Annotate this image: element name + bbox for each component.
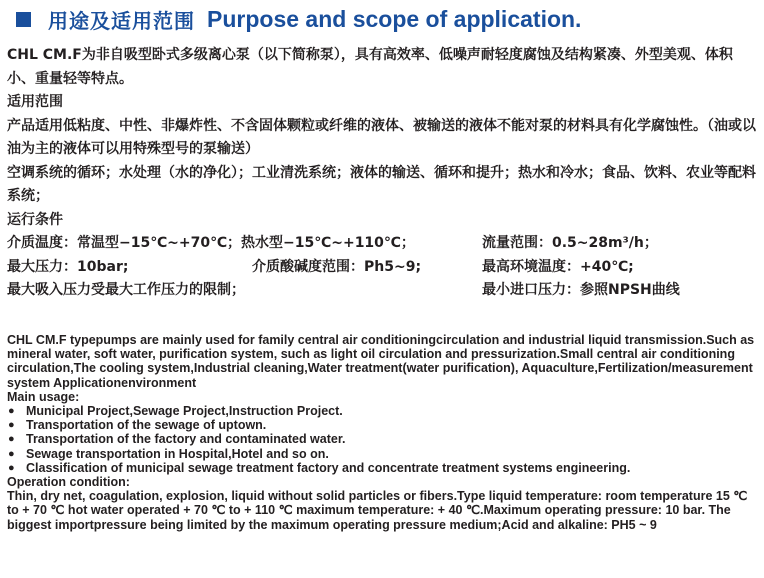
- cn-max-pressure: 最大压力：10bar;: [7, 258, 129, 275]
- cn-condition-row-1: [7, 232, 757, 256]
- cn-applications: 空调系统的循环；水处理（水的净化）；工业清洗系统；液体的输送、循环和提升；热水和冷水；食品、饮料、农业等配料系统；: [7, 164, 756, 204]
- cn-scope-text: 产品适用低粘度、中性、非爆炸性、不含固体颗粒或纤维的液体、被输送的液体不能对泵的材料具有化学腐蚀性。（油或以油为主的液体可以用特殊型号的泵输送）: [7, 117, 756, 157]
- list-item-text: Transportation of the sewage of uptown.: [26, 418, 267, 433]
- list-item: [7, 461, 759, 475]
- list-item-text: Sewage transportation in Hospital,Hotel and so on.: [26, 446, 329, 461]
- en-intro: CHL CM.F typepumps are mainly used for family central air conditioningcirculation and industrial liquid transmission.Such as mineral water, soft water, purification system, such as light oil circulation and pressurization.Small central air conditioning circulation,The cooling system,Industrial cleaning,Water treatment(water purification), Aquaculture,Fertilization/measurement system Applicationenvironment: [7, 333, 755, 390]
- cn-ph-range: 介质酸碱度范围：Ph5~9;: [252, 258, 422, 275]
- cn-condition-row-3: [7, 279, 757, 303]
- bullet-icon: ●: [8, 433, 15, 446]
- bullet-icon: ●: [8, 419, 15, 432]
- cn-intro: CHL CM.F为非自吸型卧式多级离心泵（以下简称泵），具有高效率、低噪声耐轻度腐蚀及结构紧凑、外型美观、体积小、重量轻等特点。: [7, 47, 733, 87]
- en-main-usage-heading: Main usage:: [7, 389, 80, 404]
- list-item-text: Transportation of the factory and contaminated water.: [26, 432, 346, 447]
- en-operation-heading: Operation condition:: [7, 475, 130, 490]
- cn-flow-range: 流量范围：0.5~28m³/h；: [482, 235, 658, 251]
- cn-conditions-heading: 运行条件: [7, 211, 63, 228]
- cn-suction-pressure: 最大吸入压力受最大工作压力的限制；: [7, 282, 245, 298]
- list-item: [7, 447, 759, 461]
- list-item-text: Classification of municipal sewage treatment factory and concentrate treatment systems engineering.: [26, 460, 631, 475]
- list-item: [7, 418, 759, 432]
- cn-scope-heading: 适用范围: [7, 94, 63, 110]
- square-bullet-icon: [16, 12, 31, 27]
- bullet-icon: ●: [8, 447, 15, 460]
- chinese-description: [7, 44, 757, 303]
- en-main-usage-list: [7, 404, 759, 475]
- list-item: [7, 432, 759, 446]
- bullet-icon: ●: [8, 461, 15, 474]
- cn-ambient-temp: 最高环境温度：+40℃;: [482, 258, 634, 275]
- english-description: [7, 333, 759, 532]
- cn-condition-row-2: [7, 256, 757, 280]
- list-item-text: Municipal Project,Sewage Project,Instruction Project.: [26, 404, 343, 419]
- list-item: [7, 404, 759, 418]
- cn-min-inlet-pressure: 最小进口压力：参照NPSH曲线: [482, 282, 680, 298]
- bullet-icon: ●: [8, 405, 15, 418]
- en-operation-text: Thin, dry net, coagulation, explosion, liquid without solid particles or fibers.Type liquid temperature: room temperature 15 ℃ to + 70 ℃ hot water operated + 70 ℃ to + 110 ℃ maximum temperature: + 40 ℃.Maximum operating pressure: 10 bar. The biggest importpressure being limited by the maximum operating pressure medium;Acid and alkaline: PH5 ~ 9: [7, 489, 748, 532]
- section-title-english: Purpose and scope of application.: [207, 5, 582, 32]
- section-header: [16, 6, 581, 32]
- cn-temperature: 介质温度：常温型−15℃~+70℃；热水型−15℃~+110℃；: [7, 235, 415, 251]
- section-title-chinese: 用途及适用范围: [48, 8, 195, 33]
